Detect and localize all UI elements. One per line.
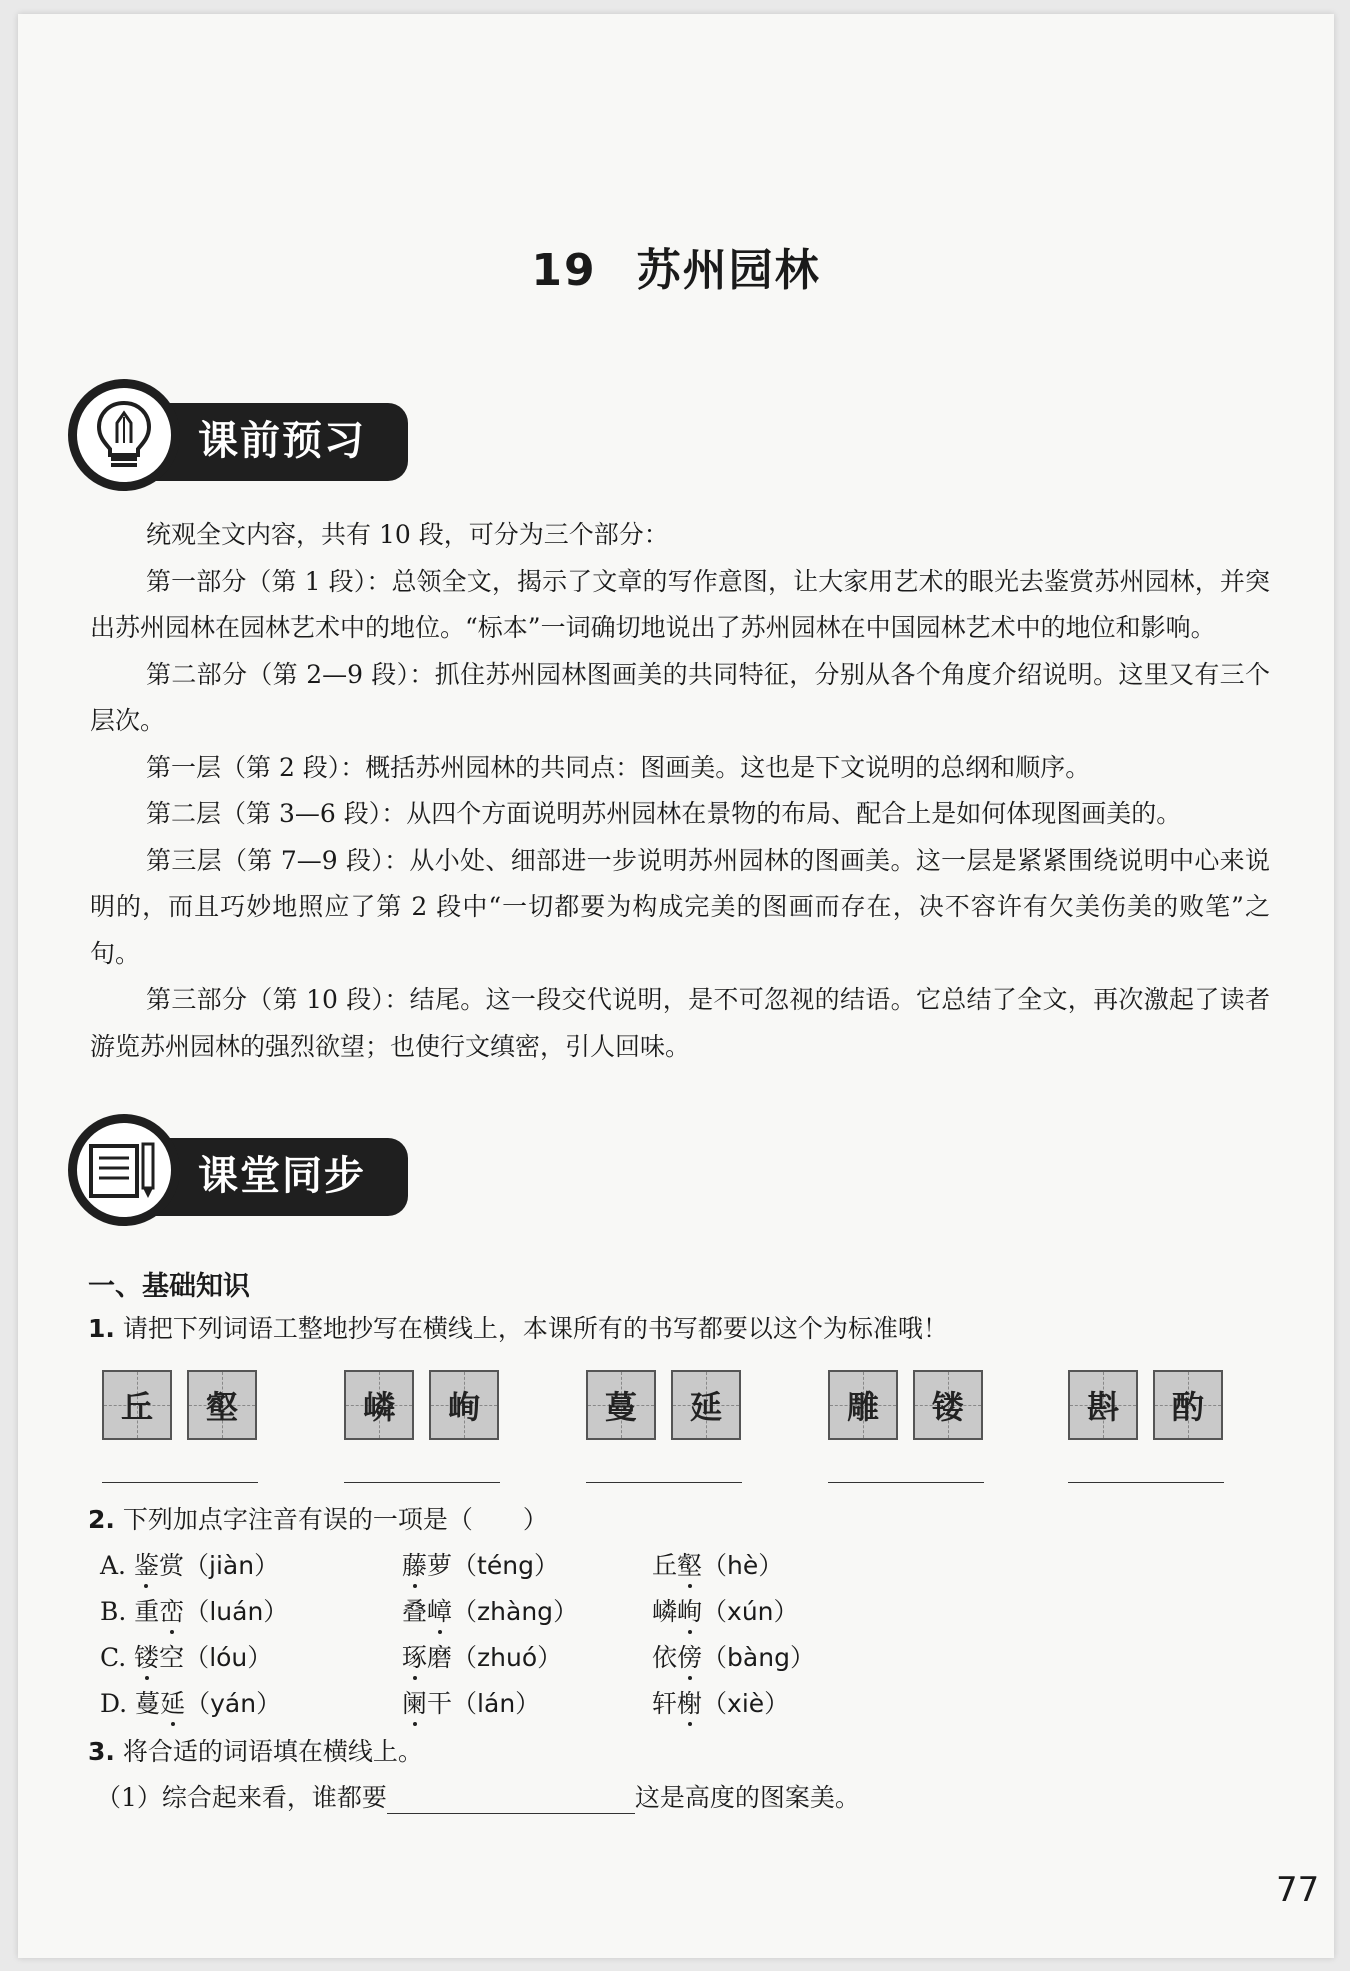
option-c-item-3: 依傍（bàng） xyxy=(652,1643,815,1672)
question-text: 将合适的词语填在横线上。 xyxy=(122,1737,423,1766)
word-boxes xyxy=(828,1370,983,1440)
preview-paragraph: 第二部分（第 2—9 段）：抓住苏州园林图画美的共同特征，分别从各个角度介绍说明。这里又有三个层次。 xyxy=(90,659,1270,735)
option-b[interactable]: B. 重峦（luán） xyxy=(100,1597,289,1626)
writing-line[interactable] xyxy=(102,1482,258,1483)
fill-prefix: （1）综合起来看，谁都要 xyxy=(96,1783,387,1812)
preview-paragraph: 第三部分（第 10 段）：结尾。这一段交代说明，是不可忽视的结语。它总结了全文，再次激起了读者游览苏州园林的强烈欲望；也使行文缜密，引人回味。 xyxy=(90,985,1270,1061)
option-a-item-2: 藤萝（téng） xyxy=(402,1551,559,1580)
option-d-item-3: 轩榭（xiè） xyxy=(652,1689,790,1718)
char-box: 峋 xyxy=(429,1370,499,1440)
fill-blank[interactable] xyxy=(387,1787,635,1814)
lesson-number: 19 xyxy=(531,245,597,296)
option-c-item-2: 琢磨（zhuó） xyxy=(402,1643,563,1672)
lesson-title: 苏州园林 xyxy=(636,245,821,296)
char-box: 雕 xyxy=(828,1370,898,1440)
page-number: 77 xyxy=(1276,1870,1320,1910)
option-d-item-2: 阑干（lán） xyxy=(402,1689,541,1718)
preview-paragraph: 第一部分（第 1 段）：总领全文，揭示了文章的写作意图，让大家用艺术的眼光去鉴赏苏州园林，并突出苏州园林在园林艺术中的地位。“标本”一词确切地说出了苏州园林在中国园林艺术中的地位和影响。 xyxy=(90,566,1270,642)
option-b-item-3: 嶙峋（xún） xyxy=(652,1597,799,1626)
option-d[interactable]: D. 蔓延（yán） xyxy=(100,1689,282,1718)
char-box: 丘 xyxy=(102,1370,172,1440)
preview-text xyxy=(90,512,1270,1070)
workbook-page xyxy=(18,14,1334,1958)
fill-suffix: 这是高度的图案美。 xyxy=(634,1783,860,1812)
question-3-1 xyxy=(96,1778,860,1814)
char-box: 斟 xyxy=(1068,1370,1138,1440)
writing-line[interactable] xyxy=(828,1482,984,1483)
question-3 xyxy=(88,1732,423,1768)
option-c[interactable]: C. 镂空（lóu） xyxy=(100,1643,273,1672)
word-boxes xyxy=(586,1370,741,1440)
preview-paragraph: 统观全文内容，共有 10 段，可分为三个部分： xyxy=(146,520,669,549)
page-title xyxy=(18,234,1334,298)
classroom-badge xyxy=(68,1114,408,1234)
preview-badge-label: 课前预习 xyxy=(198,418,366,464)
char-box: 酌 xyxy=(1153,1370,1223,1440)
option-a-item-3: 丘壑（hè） xyxy=(652,1551,784,1580)
option-b-item-2: 叠嶂（zhàng） xyxy=(402,1597,579,1626)
notebook-pencil-icon xyxy=(68,1114,180,1226)
char-box: 蔓 xyxy=(586,1370,656,1440)
writing-line[interactable] xyxy=(586,1482,742,1483)
word-boxes xyxy=(344,1370,499,1440)
question-text: 请把下列词语工整地抄写在横线上，本课所有的书写都要以这个为标准哦！ xyxy=(122,1314,948,1343)
question-text: 下列加点字注音有误的一项是（ ） xyxy=(122,1505,548,1534)
char-box: 嶙 xyxy=(344,1370,414,1440)
char-box: 镂 xyxy=(913,1370,983,1440)
word-boxes xyxy=(102,1370,257,1440)
question-number: 3. xyxy=(88,1737,115,1766)
question-number: 1. xyxy=(88,1314,115,1343)
writing-line[interactable] xyxy=(1068,1482,1224,1483)
question-number: 2. xyxy=(88,1505,115,1534)
word-boxes xyxy=(1068,1370,1223,1440)
section-heading: 一、基础知识 xyxy=(88,1271,250,1302)
question-1 xyxy=(88,1309,948,1345)
char-box: 壑 xyxy=(187,1370,257,1440)
preview-paragraph: 第三层（第 7—9 段）：从小处、细部进一步说明苏州园林的图画美。这一层是紧紧围绕说明中心来说明的，而且巧妙地照应了第 2 段中“一切都要为构成完美的图画而存在，决不容许有欠美伤美的败笔”之句。 xyxy=(90,845,1270,968)
classroom-badge-label: 课堂同步 xyxy=(198,1153,366,1199)
option-a[interactable]: A. 鉴赏（jiàn） xyxy=(100,1551,280,1580)
char-box: 延 xyxy=(671,1370,741,1440)
preview-paragraph: 第二层（第 3—6 段）：从四个方面说明苏州园林在景物的布局、配合上是如何体现图画美的。 xyxy=(146,799,1182,828)
lightbulb-icon xyxy=(68,379,180,491)
preview-badge xyxy=(68,379,408,499)
writing-line[interactable] xyxy=(344,1482,500,1483)
question-2 xyxy=(88,1500,548,1536)
preview-paragraph: 第一层（第 2 段）：概括苏州园林的共同点：图画美。这也是下文说明的总纲和顺序。 xyxy=(146,752,1091,782)
